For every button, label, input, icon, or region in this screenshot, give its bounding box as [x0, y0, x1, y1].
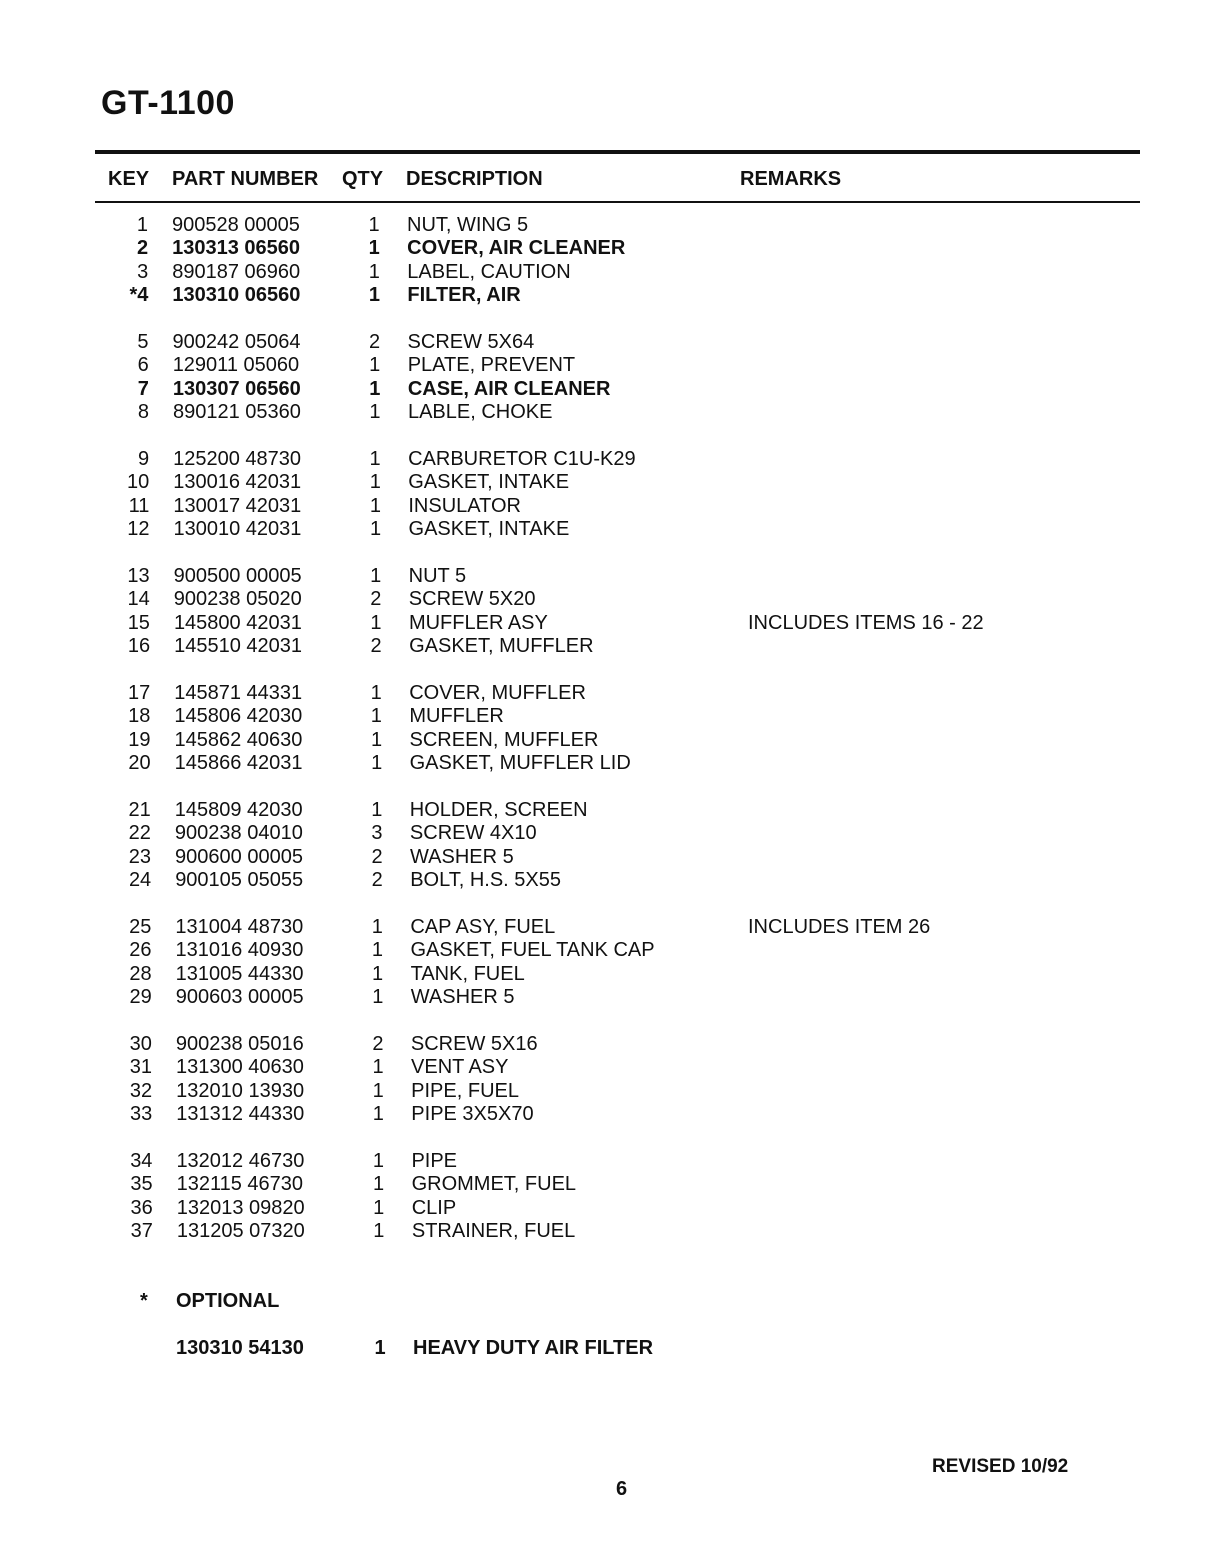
row-qty: 1	[368, 237, 380, 260]
row-key: 22	[128, 822, 151, 845]
row-key: 24	[128, 869, 152, 892]
column-header-part-number: PART NUMBER	[172, 168, 319, 190]
row-part-number: 130010 42031	[173, 518, 302, 541]
row-qty: 1	[370, 565, 382, 587]
row-key: 9	[137, 448, 150, 470]
row-key: 1	[136, 214, 148, 236]
row-key: 10	[127, 471, 150, 494]
row-qty: 1	[372, 1079, 384, 1102]
row-description: COVER, MUFFLER	[409, 682, 586, 704]
row-part-number: 900600 00005	[175, 845, 303, 868]
row-qty: 1	[369, 448, 381, 470]
row-part-number: 131016 40930	[175, 939, 304, 962]
row-key: 11	[128, 494, 150, 517]
row-description: SCREW 5X20	[408, 588, 536, 611]
column-header-qty: QTY	[342, 168, 384, 190]
row-part-number: 130307 06560	[172, 377, 301, 400]
row-qty: 1	[371, 799, 383, 821]
row-part-number: 900603 00005	[175, 986, 304, 1009]
row-qty: 1	[372, 986, 384, 1009]
row-part-number: 145866 42031	[174, 752, 303, 775]
header-top-rule	[95, 150, 1140, 154]
row-qty: 1	[369, 377, 381, 400]
row-part-number: 900238 04010	[174, 822, 303, 845]
row-key: 28	[129, 962, 152, 985]
row-description: SCREEN, MUFFLER	[409, 728, 599, 751]
row-key: 26	[129, 939, 152, 962]
row-qty: 1	[371, 939, 384, 962]
row-key: 15	[127, 611, 150, 634]
row-key: 29	[129, 986, 152, 1009]
row-key: 30	[129, 1033, 152, 1055]
row-part-number: 132115 46730	[176, 1173, 304, 1196]
row-part-number: 132010 13930	[176, 1079, 305, 1102]
row-part-number: 131005 44330	[175, 962, 304, 985]
row-description: BOLT, H.S. 5X55	[410, 869, 561, 892]
row-description: CARBURETOR C1U-K29	[408, 448, 636, 470]
row-part-number: 900105 05055	[175, 869, 304, 892]
row-qty: 1	[368, 284, 380, 307]
row-qty: 2	[372, 1033, 384, 1055]
row-part-number: 900238 05016	[175, 1033, 304, 1055]
row-part-number: 890187 06960	[172, 260, 301, 283]
optional-label: OPTIONAL	[176, 1290, 280, 1312]
row-description: WASHER 5	[410, 986, 515, 1009]
row-description: GASKET, MUFFLER LID	[409, 752, 631, 775]
row-qty: 1	[369, 471, 381, 494]
optional-part-number: 130310 54130	[176, 1337, 304, 1359]
row-qty: 1	[372, 962, 384, 985]
row-description: CASE, AIR CLEANER	[407, 377, 611, 400]
row-qty: 1	[372, 1150, 384, 1172]
column-header-remarks: REMARKS	[740, 168, 842, 190]
row-part-number: 890121 05360	[172, 401, 301, 424]
row-key: 14	[127, 588, 150, 611]
row-description: VENT ASY	[411, 1056, 509, 1079]
row-key: 2	[137, 237, 149, 260]
row-qty: 1	[370, 611, 382, 634]
row-description: GASKET, INTAKE	[408, 471, 570, 494]
revision-note: REVISED 10/92	[932, 1456, 1069, 1477]
row-description: GROMMET, FUEL	[411, 1173, 577, 1196]
row-qty: 1	[370, 705, 382, 728]
optional-description: HEAVY DUTY AIR FILTER	[413, 1337, 654, 1359]
row-qty: 2	[371, 845, 383, 868]
row-description: FILTER, AIR	[407, 284, 521, 307]
row-key: 37	[130, 1220, 153, 1243]
row-part-number: 130310 06560	[172, 284, 301, 307]
header-bottom-rule	[95, 201, 1140, 203]
row-qty: 1	[369, 494, 381, 517]
row-key: 6	[137, 354, 149, 377]
row-qty: 1	[370, 682, 382, 704]
row-key: 31	[129, 1056, 153, 1079]
row-qty: 1	[373, 1220, 385, 1243]
row-qty: 3	[371, 822, 383, 845]
row-part-number: 129011 05060	[172, 354, 300, 377]
row-description: NUT 5	[408, 565, 467, 587]
row-part-number: 900500 00005	[173, 565, 302, 587]
row-qty: 2	[370, 635, 382, 658]
optional-marker: *	[140, 1290, 148, 1312]
row-key: 17	[127, 682, 151, 704]
row-part-number: 145809 42030	[174, 799, 303, 821]
row-qty: 1	[368, 214, 380, 236]
row-qty: 1	[373, 1173, 385, 1196]
row-qty: 1	[369, 354, 381, 377]
row-qty: 1	[371, 752, 383, 775]
row-part-number: 125200 48730	[173, 448, 302, 470]
row-qty: 2	[368, 331, 381, 353]
row-qty: 1	[369, 518, 382, 541]
row-key: 13	[127, 565, 150, 587]
row-description: CAP ASY, FUEL	[410, 916, 556, 938]
row-key: 3	[137, 260, 149, 283]
row-part-number: 145871 44331	[174, 682, 303, 704]
row-description: SCREW 5X16	[410, 1033, 538, 1055]
row-qty: 2	[370, 588, 382, 611]
row-key: *4	[129, 284, 149, 307]
row-description: COVER, AIR CLEANER	[407, 237, 626, 260]
row-qty: 1	[368, 260, 380, 283]
row-description: SCREW 5X64	[407, 331, 535, 353]
row-description: PIPE	[411, 1150, 458, 1172]
row-qty: 1	[373, 1196, 385, 1219]
row-part-number: 145800 42031	[173, 611, 302, 634]
row-description: NUT, WING 5	[407, 214, 529, 236]
row-key: 33	[130, 1103, 153, 1126]
row-key: 35	[130, 1173, 153, 1196]
row-key: 21	[128, 799, 151, 821]
row-qty: 2	[371, 869, 383, 892]
row-description: WASHER 5	[410, 845, 514, 868]
row-qty: 1	[371, 916, 383, 938]
row-part-number: 130017 42031	[173, 494, 302, 517]
row-part-number: 145862 40630	[174, 728, 303, 751]
row-key: 12	[127, 518, 150, 541]
row-remarks: INCLUDES ITEM 26	[748, 916, 931, 938]
row-description: INSULATOR	[408, 494, 521, 517]
row-key: 23	[128, 845, 152, 868]
row-remarks: INCLUDES ITEMS 16 - 22	[748, 611, 984, 634]
row-part-number: 900242 05064	[172, 331, 301, 353]
optional-qty: 1	[374, 1337, 386, 1359]
row-key: 19	[128, 728, 151, 751]
row-part-number: 900528 00005	[172, 214, 300, 236]
row-part-number: 145510 42031	[174, 635, 302, 658]
row-description: SCREW 4X10	[409, 822, 537, 845]
row-description: MUFFLER	[409, 705, 504, 728]
page-title: GT-1100	[101, 84, 235, 122]
row-description: TANK, FUEL	[410, 962, 525, 985]
row-key: 32	[129, 1079, 153, 1102]
row-part-number: 132012 46730	[176, 1150, 305, 1172]
page-number: 6	[616, 1478, 628, 1500]
row-key: 5	[137, 331, 149, 353]
column-header-description: DESCRIPTION	[406, 168, 543, 190]
row-description: PLATE, PREVENT	[407, 354, 576, 377]
row-part-number: 131205 07320	[176, 1220, 305, 1243]
row-description: STRAINER, FUEL	[411, 1220, 576, 1243]
row-description: CLIP	[411, 1196, 457, 1219]
column-header-key: KEY	[108, 168, 150, 190]
row-key: 7	[137, 377, 149, 400]
row-part-number: 132013 09820	[176, 1196, 305, 1219]
row-key: 20	[128, 752, 151, 775]
row-part-number: 130313 06560	[172, 237, 301, 260]
row-part-number: 900238 05020	[173, 588, 302, 611]
row-qty: 1	[372, 1103, 384, 1126]
row-description: MUFFLER ASY	[408, 611, 548, 634]
row-key: 16	[127, 635, 151, 658]
row-key: 18	[128, 705, 151, 728]
row-part-number: 130016 42031	[173, 471, 302, 494]
row-description: GASKET, INTAKE	[408, 518, 570, 541]
row-description: GASKET, MUFFLER	[409, 635, 594, 658]
row-qty: 1	[370, 728, 383, 751]
row-key: 8	[137, 401, 149, 424]
row-key: 36	[130, 1196, 153, 1219]
row-key: 25	[129, 916, 152, 938]
row-description: HOLDER, SCREEN	[409, 799, 588, 821]
row-part-number: 145806 42030	[174, 705, 303, 728]
row-qty: 1	[372, 1056, 384, 1079]
row-part-number: 131004 48730	[175, 916, 304, 938]
row-key: 34	[130, 1150, 153, 1172]
row-description: PIPE 3X5X70	[411, 1103, 534, 1126]
row-description: GASKET, FUEL TANK CAP	[410, 939, 655, 962]
row-description: LABEL, CAUTION	[407, 260, 571, 283]
row-description: PIPE, FUEL	[411, 1079, 519, 1102]
row-part-number: 131300 40630	[176, 1056, 304, 1079]
row-description: LABLE, CHOKE	[407, 401, 553, 424]
row-part-number: 131312 44330	[176, 1103, 305, 1126]
row-qty: 1	[369, 401, 381, 424]
